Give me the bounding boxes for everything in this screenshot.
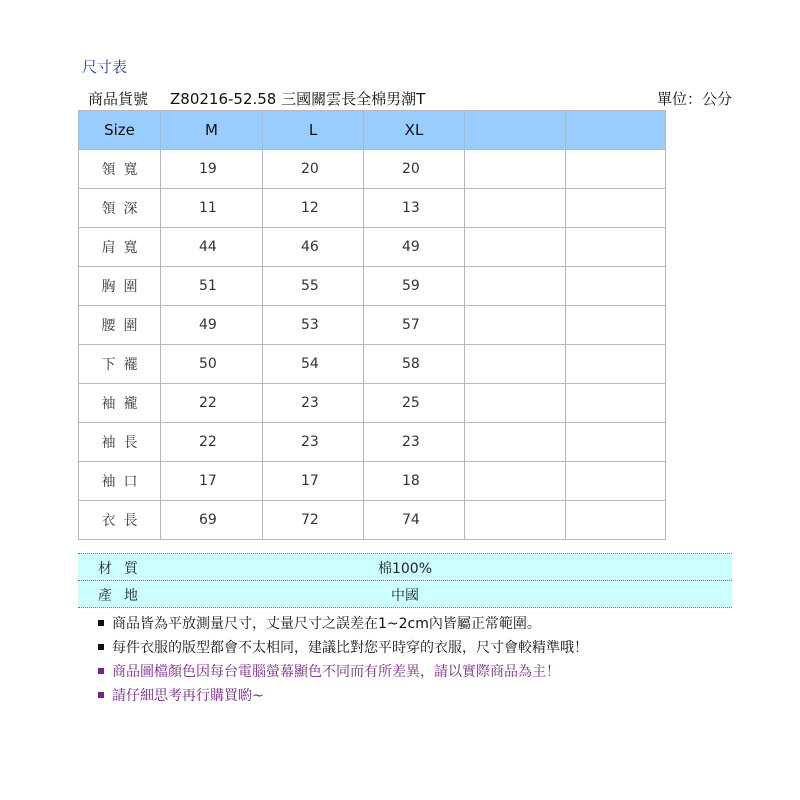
header-cell: Size [79, 111, 161, 150]
measurement-value [465, 345, 566, 384]
material-label: 材質 [98, 561, 150, 577]
measurement-value: 22 [161, 384, 263, 423]
measurement-value [465, 189, 566, 228]
measurement-value: 57 [364, 306, 465, 345]
notes-list [98, 612, 588, 708]
measurement-value [465, 267, 566, 306]
measurement-value: 18 [364, 462, 465, 501]
unit-label: 單位：公分 [656, 90, 732, 108]
measurement-value [566, 423, 666, 462]
measurement-value: 20 [263, 150, 364, 189]
measurement-value: 51 [161, 267, 263, 306]
measurement-label: 下襬 [79, 345, 161, 384]
note-text: 請仔細思考再行購買喲~ [112, 688, 264, 704]
measurement-value: 58 [364, 345, 465, 384]
measurement-value [566, 384, 666, 423]
measurement-value: 20 [364, 150, 465, 189]
measurement-value: 50 [161, 345, 263, 384]
table-row [79, 150, 666, 189]
measurement-value: 17 [263, 462, 364, 501]
measurement-value: 22 [161, 423, 263, 462]
bullet-square-icon [98, 644, 104, 650]
header-cell [465, 111, 566, 150]
origin-value: 中國 [391, 588, 419, 604]
measurement-value: 49 [364, 228, 465, 267]
measurement-value: 69 [161, 501, 263, 540]
material-section [78, 553, 732, 608]
note-item [98, 612, 588, 636]
note-item [98, 636, 588, 660]
measurement-value: 19 [161, 150, 263, 189]
table-row [79, 189, 666, 228]
measurement-label: 袖長 [79, 423, 161, 462]
measurement-value: 11 [161, 189, 263, 228]
measurement-value [465, 150, 566, 189]
measurement-label: 領深 [79, 189, 161, 228]
table-row [79, 384, 666, 423]
measurement-value: 46 [263, 228, 364, 267]
measurement-value [566, 228, 666, 267]
product-info-row [78, 88, 732, 110]
table-row [79, 345, 666, 384]
size-table-header [79, 111, 666, 150]
measurement-value: 49 [161, 306, 263, 345]
measurement-value: 53 [263, 306, 364, 345]
measurement-label: 袖口 [79, 462, 161, 501]
origin-label: 產地 [98, 588, 150, 604]
measurement-value: 12 [263, 189, 364, 228]
product-code: Z80216-52.58 三國關雲長全棉男潮T [170, 90, 426, 108]
product-code-label: 商品貨號 [88, 90, 149, 108]
bullet-square-icon [98, 668, 104, 674]
table-row [79, 501, 666, 540]
measurement-value: 74 [364, 501, 465, 540]
measurement-label: 腰圍 [79, 306, 161, 345]
bullet-square-icon [98, 692, 104, 698]
measurement-value: 23 [263, 423, 364, 462]
size-table [78, 110, 666, 540]
measurement-value [465, 462, 566, 501]
measurement-value: 25 [364, 384, 465, 423]
measurement-value: 55 [263, 267, 364, 306]
origin-row [78, 580, 732, 607]
measurement-value [465, 423, 566, 462]
measurement-value [566, 345, 666, 384]
table-row [79, 306, 666, 345]
measurement-value [465, 501, 566, 540]
measurement-value: 44 [161, 228, 263, 267]
note-text: 商品皆為平放測量尺寸，丈量尺寸之誤差在1~2cm內皆屬正常範圍。 [112, 616, 541, 632]
page-title: 尺寸表 [82, 58, 128, 76]
note-item [98, 660, 588, 684]
measurement-value [566, 306, 666, 345]
note-item [98, 684, 588, 708]
table-row [79, 228, 666, 267]
measurement-value [566, 462, 666, 501]
table-row [79, 462, 666, 501]
table-row [79, 423, 666, 462]
material-value: 棉100% [377, 561, 433, 577]
header-cell: XL [364, 111, 465, 150]
measurement-value [566, 267, 666, 306]
measurement-value [566, 150, 666, 189]
table-row [79, 267, 666, 306]
header-cell: M [161, 111, 263, 150]
measurement-value [465, 306, 566, 345]
measurement-label: 衣長 [79, 501, 161, 540]
measurement-value: 72 [263, 501, 364, 540]
measurement-label: 袖襱 [79, 384, 161, 423]
measurement-value: 59 [364, 267, 465, 306]
measurement-value: 54 [263, 345, 364, 384]
material-row [78, 554, 732, 580]
note-text: 每件衣服的版型都會不太相同，建議比對您平時穿的衣服，尺寸會較精準哦！ [112, 640, 588, 656]
measurement-label: 領寬 [79, 150, 161, 189]
measurement-label: 胸圍 [79, 267, 161, 306]
measurement-value: 13 [364, 189, 465, 228]
header-cell [566, 111, 666, 150]
measurement-value [465, 384, 566, 423]
measurement-value: 23 [263, 384, 364, 423]
measurement-value: 23 [364, 423, 465, 462]
measurement-label: 肩寬 [79, 228, 161, 267]
header-cell: L [263, 111, 364, 150]
measurement-value [566, 501, 666, 540]
measurement-value [465, 228, 566, 267]
measurement-value: 17 [161, 462, 263, 501]
measurement-value [566, 189, 666, 228]
bullet-square-icon [98, 620, 104, 626]
note-text: 商品圖檔顏色因每台電腦螢幕顯色不同而有所差異，請以實際商品為主！ [112, 664, 560, 680]
